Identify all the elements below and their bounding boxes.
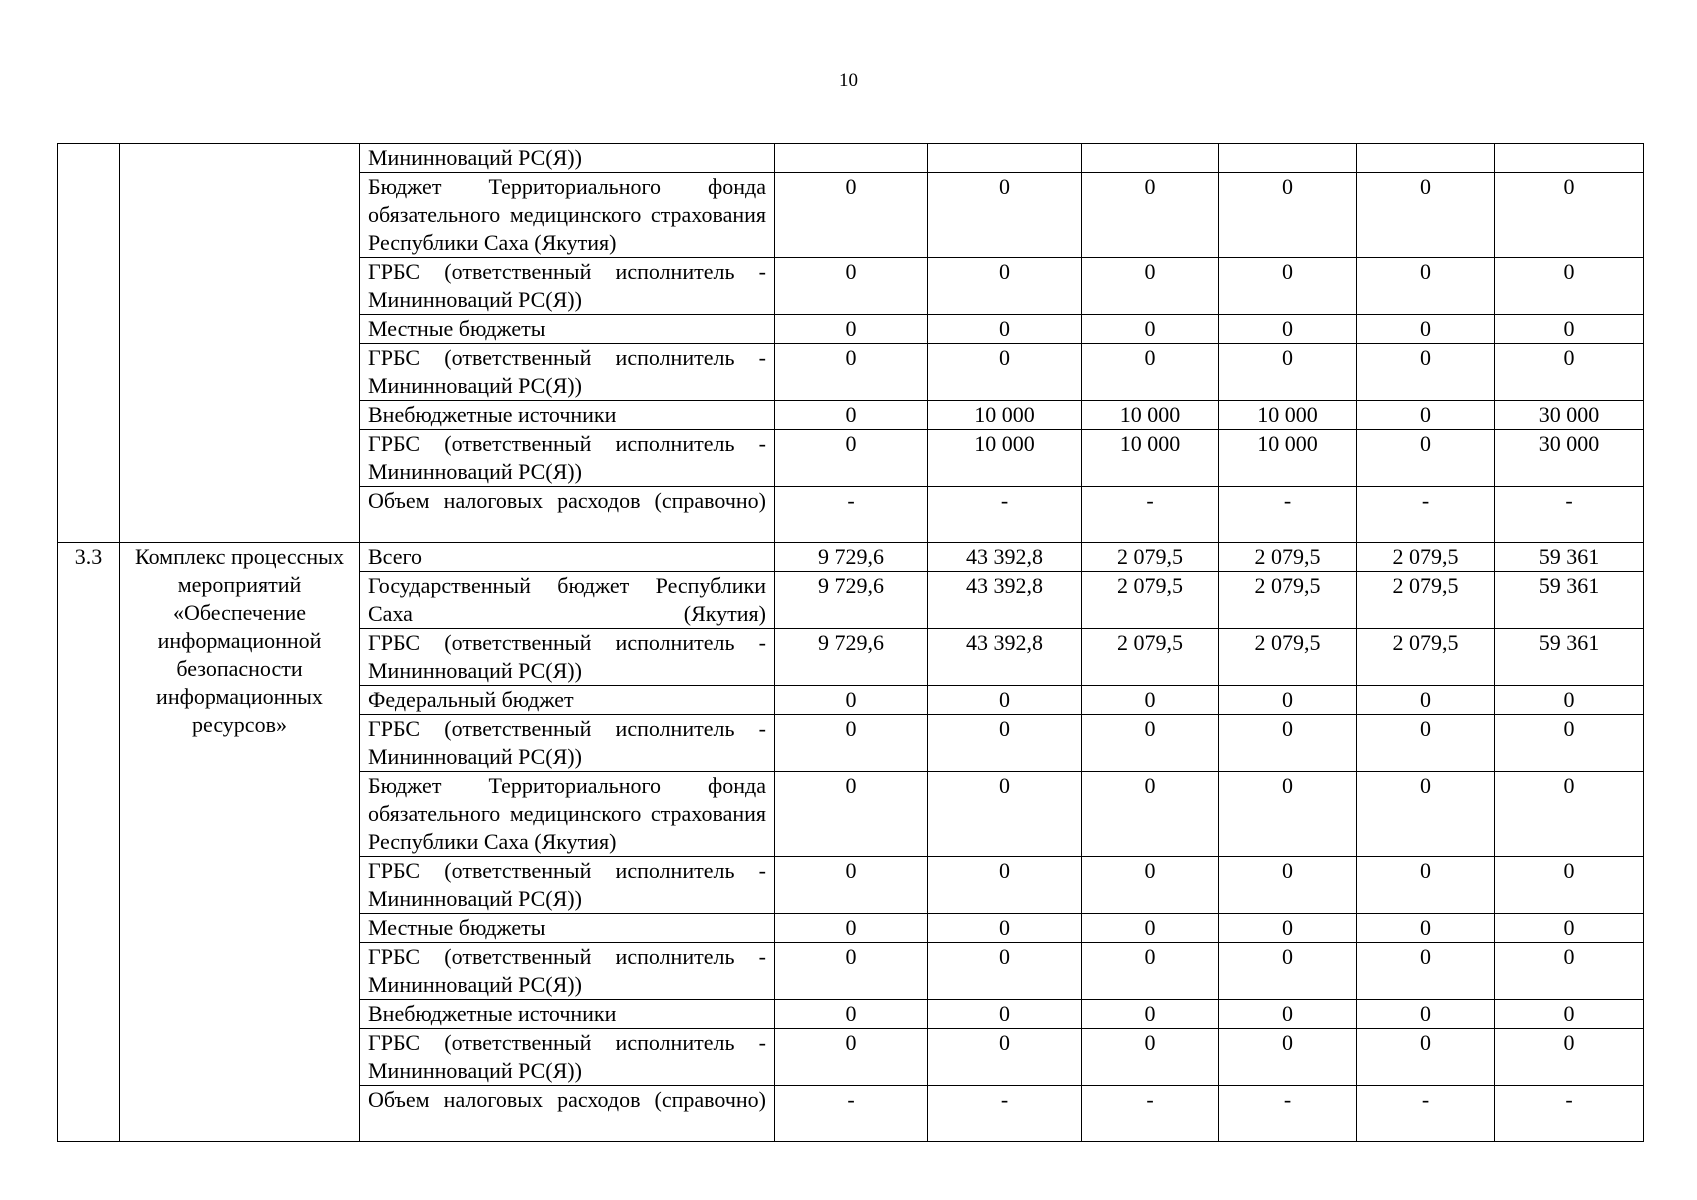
item-number-cell	[58, 144, 120, 543]
table-body	[58, 144, 1644, 1142]
value-cell: 10 000	[928, 430, 1082, 487]
value-cell: -	[1219, 487, 1357, 543]
value-cell: 0	[1495, 315, 1644, 344]
value-cell: 0	[1219, 1029, 1357, 1086]
value-cell: 0	[1495, 686, 1644, 715]
value-cell: 0	[1495, 344, 1644, 401]
funding-source-cell: Объем налоговых расходов (справочно)	[360, 1086, 775, 1142]
item-name-cell: Комплекс процессных мероприятий «Обеспечение информационной безопасности информационных ресурсов»	[120, 543, 360, 1142]
value-cell: -	[1357, 487, 1495, 543]
value-cell: 0	[1219, 344, 1357, 401]
value-cell: 0	[775, 715, 928, 772]
value-cell: 0	[775, 173, 928, 258]
funding-source-cell: Внебюджетные источники	[360, 401, 775, 430]
value-cell: 2 079,5	[1357, 543, 1495, 572]
funding-source-cell: ГРБС (ответственный исполнитель - Мининноваций РС(Я))	[360, 943, 775, 1000]
value-cell: 0	[1495, 173, 1644, 258]
value-cell: 2 079,5	[1219, 572, 1357, 629]
funding-source-cell: Местные бюджеты	[360, 315, 775, 344]
value-cell: 0	[1219, 1000, 1357, 1029]
value-cell: 0	[775, 1000, 928, 1029]
value-cell: 0	[1082, 1029, 1219, 1086]
value-cell	[1357, 144, 1495, 173]
value-cell: 0	[1495, 1000, 1644, 1029]
value-cell: 0	[775, 430, 928, 487]
value-cell: 9 729,6	[775, 572, 928, 629]
value-cell: 10 000	[1082, 430, 1219, 487]
value-cell: 0	[1082, 173, 1219, 258]
value-cell: 0	[775, 1029, 928, 1086]
value-cell: 0	[1357, 1000, 1495, 1029]
value-cell: 0	[1219, 914, 1357, 943]
value-cell: 0	[1357, 772, 1495, 857]
value-cell: 0	[775, 315, 928, 344]
funding-source-cell: ГРБС (ответственный исполнитель - Мининноваций РС(Я))	[360, 430, 775, 487]
value-cell: 0	[1495, 715, 1644, 772]
value-cell: 0	[1082, 686, 1219, 715]
value-cell: 10 000	[1082, 401, 1219, 430]
funding-source-cell: ГРБС (ответственный исполнитель - Мининноваций РС(Я))	[360, 1029, 775, 1086]
table-row	[58, 144, 1644, 173]
value-cell: 59 361	[1495, 572, 1644, 629]
funding-source-cell: Объем налоговых расходов (справочно)	[360, 487, 775, 543]
value-cell: 0	[1357, 1029, 1495, 1086]
value-cell: 0	[1357, 315, 1495, 344]
value-cell: 0	[775, 686, 928, 715]
value-cell: 0	[1219, 857, 1357, 914]
value-cell: 0	[1495, 943, 1644, 1000]
value-cell: 0	[775, 857, 928, 914]
value-cell: 0	[1357, 430, 1495, 487]
value-cell	[775, 144, 928, 173]
value-cell: 59 361	[1495, 543, 1644, 572]
value-cell: 0	[928, 857, 1082, 914]
value-cell: 0	[1219, 715, 1357, 772]
value-cell: 0	[928, 715, 1082, 772]
value-cell: 0	[1495, 258, 1644, 315]
value-cell: 0	[1082, 772, 1219, 857]
value-cell: -	[928, 1086, 1082, 1142]
funding-source-cell: Бюджет Территориального фонда обязательного медицинского страхования Республики Саха (Якутия)	[360, 173, 775, 258]
funding-source-cell: ГРБС (ответственный исполнитель - Мининноваций РС(Я))	[360, 258, 775, 315]
value-cell: 43 392,8	[928, 543, 1082, 572]
value-cell: 43 392,8	[928, 572, 1082, 629]
value-cell: 0	[1082, 914, 1219, 943]
value-cell: 0	[928, 943, 1082, 1000]
value-cell: 0	[928, 1029, 1082, 1086]
value-cell: 0	[775, 772, 928, 857]
value-cell: 10 000	[1219, 401, 1357, 430]
value-cell: 10 000	[928, 401, 1082, 430]
value-cell: 0	[1495, 857, 1644, 914]
value-cell: 0	[775, 914, 928, 943]
value-cell: 2 079,5	[1082, 629, 1219, 686]
value-cell: 2 079,5	[1357, 572, 1495, 629]
funding-source-cell: Местные бюджеты	[360, 914, 775, 943]
value-cell: 59 361	[1495, 629, 1644, 686]
value-cell: 0	[928, 914, 1082, 943]
value-cell: 0	[1082, 1000, 1219, 1029]
value-cell: 0	[1082, 857, 1219, 914]
value-cell: 2 079,5	[1357, 629, 1495, 686]
value-cell: 0	[1357, 857, 1495, 914]
value-cell: 0	[1495, 772, 1644, 857]
value-cell: -	[775, 487, 928, 543]
value-cell: 0	[775, 943, 928, 1000]
value-cell: 0	[928, 686, 1082, 715]
value-cell: 0	[928, 344, 1082, 401]
value-cell: 30 000	[1495, 401, 1644, 430]
value-cell: 0	[1495, 914, 1644, 943]
value-cell: 0	[1357, 344, 1495, 401]
value-cell: 0	[1357, 943, 1495, 1000]
page-number: 10	[839, 70, 858, 91]
funding-source-cell: Всего	[360, 543, 775, 572]
value-cell: 0	[1219, 315, 1357, 344]
value-cell: 10 000	[1219, 430, 1357, 487]
value-cell: 0	[1219, 173, 1357, 258]
value-cell: -	[1357, 1086, 1495, 1142]
value-cell: 2 079,5	[1219, 543, 1357, 572]
value-cell: 0	[928, 1000, 1082, 1029]
funding-source-cell: Государственный бюджет Республики Саха (Якутия)	[360, 572, 775, 629]
funding-source-cell: ГРБС (ответственный исполнитель - Мининноваций РС(Я))	[360, 715, 775, 772]
value-cell	[928, 144, 1082, 173]
value-cell: 2 079,5	[1219, 629, 1357, 686]
value-cell: 0	[928, 772, 1082, 857]
value-cell: -	[1082, 1086, 1219, 1142]
value-cell: 0	[1357, 401, 1495, 430]
value-cell: 0	[1357, 258, 1495, 315]
value-cell: -	[1495, 487, 1644, 543]
value-cell: 0	[1495, 1029, 1644, 1086]
funding-source-cell: ГРБС (ответственный исполнитель - Мининноваций РС(Я))	[360, 857, 775, 914]
value-cell: 0	[1219, 686, 1357, 715]
value-cell: -	[775, 1086, 928, 1142]
value-cell: 0	[928, 258, 1082, 315]
budget-table	[57, 143, 1644, 1142]
value-cell: 0	[1357, 715, 1495, 772]
funding-source-cell: ГРБС (ответственный исполнитель - Мининноваций РС(Я))	[360, 344, 775, 401]
value-cell: -	[1082, 487, 1219, 543]
funding-source-cell: Внебюджетные источники	[360, 1000, 775, 1029]
value-cell	[1219, 144, 1357, 173]
value-cell: 0	[928, 315, 1082, 344]
value-cell: 0	[1082, 258, 1219, 315]
value-cell	[1082, 144, 1219, 173]
value-cell: 0	[775, 344, 928, 401]
value-cell: 0	[1082, 943, 1219, 1000]
item-number-cell: 3.3	[58, 543, 120, 1142]
value-cell: -	[1495, 1086, 1644, 1142]
value-cell: 0	[928, 173, 1082, 258]
value-cell: 9 729,6	[775, 543, 928, 572]
value-cell: 0	[775, 258, 928, 315]
funding-source-cell: Федеральный бюджет	[360, 686, 775, 715]
value-cell: 0	[1357, 686, 1495, 715]
value-cell: 0	[1082, 315, 1219, 344]
value-cell	[1495, 144, 1644, 173]
value-cell: 2 079,5	[1082, 543, 1219, 572]
value-cell: 43 392,8	[928, 629, 1082, 686]
value-cell: 0	[1219, 943, 1357, 1000]
value-cell: 2 079,5	[1082, 572, 1219, 629]
value-cell: 0	[775, 401, 928, 430]
value-cell: 0	[1219, 258, 1357, 315]
value-cell: 0	[1082, 715, 1219, 772]
funding-source-cell: Мининноваций РС(Я))	[360, 144, 775, 173]
value-cell: 0	[1219, 772, 1357, 857]
item-name-cell	[120, 144, 360, 543]
value-cell: -	[928, 487, 1082, 543]
value-cell: 9 729,6	[775, 629, 928, 686]
table-row	[58, 543, 1644, 572]
value-cell: -	[1219, 1086, 1357, 1142]
value-cell: 0	[1357, 914, 1495, 943]
funding-source-cell: Бюджет Территориального фонда обязательного медицинского страхования Республики Саха (Якутия)	[360, 772, 775, 857]
value-cell: 30 000	[1495, 430, 1644, 487]
funding-source-cell: ГРБС (ответственный исполнитель - Мининноваций РС(Я))	[360, 629, 775, 686]
value-cell: 0	[1357, 173, 1495, 258]
value-cell: 0	[1082, 344, 1219, 401]
